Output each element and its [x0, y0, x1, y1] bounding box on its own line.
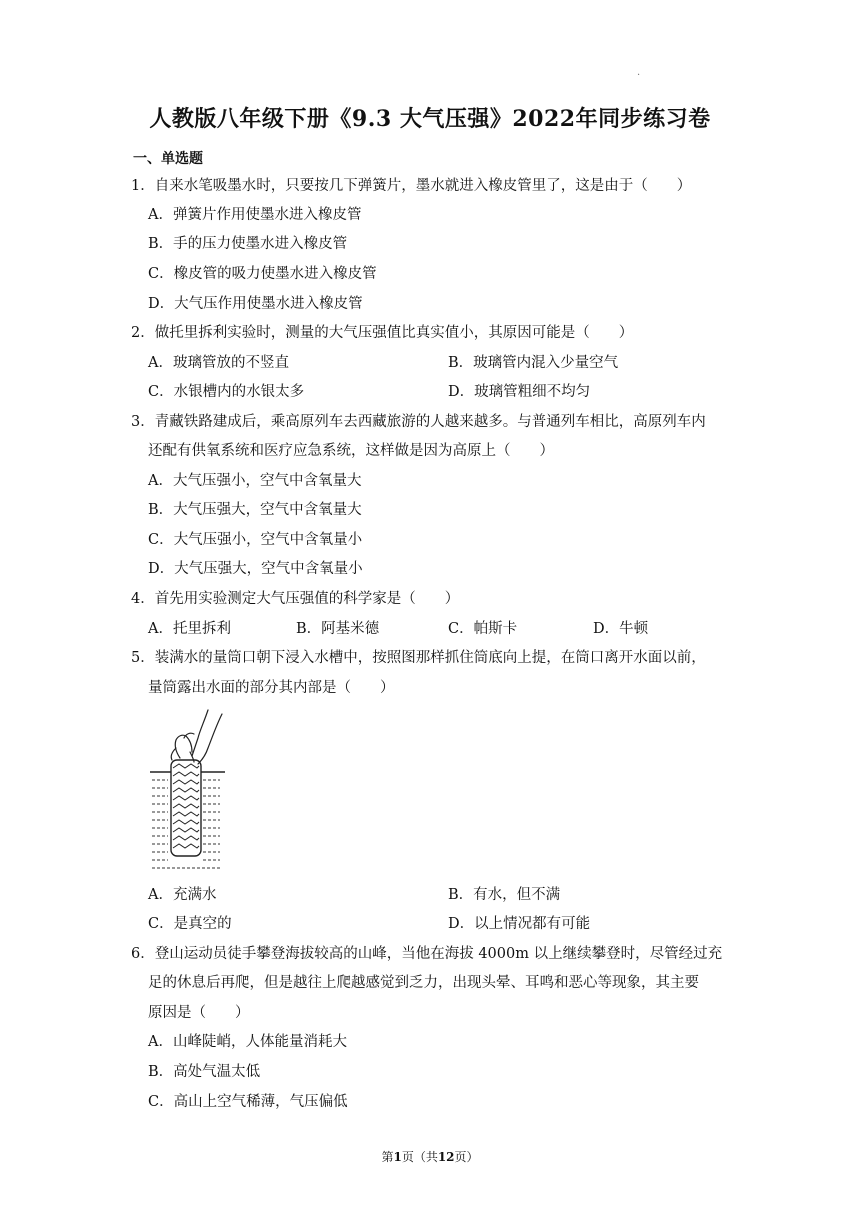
question-4-option-c: C．帕斯卡 [448, 621, 518, 637]
question-3-option-a: A．大气压强小，空气中含氧量大 [148, 473, 362, 489]
question-6-stem-line-1: 6．登山运动员徒手攀登海拔较高的山峰，当他在海拔 4000m 以上继续攀登时，尽管经过充 [131, 946, 723, 962]
question-4-option-b: B．阿基米德 [296, 621, 380, 637]
question-4-option-d: D．牛顿 [593, 621, 649, 637]
question-2-option-c: C．水银槽内的水银太多 [148, 384, 305, 400]
footer-total-pages: 12 [437, 1150, 455, 1164]
question-3-option-c: C．大气压强小，空气中含氧量小 [148, 532, 363, 548]
question-6-option-a: A．山峰陡峭，人体能量消耗大 [148, 1034, 347, 1050]
footer-middle: 页（共 [401, 1150, 438, 1164]
question-5-stem-line-2: 量筒露出水面的部分其内部是（ ） [148, 680, 395, 696]
question-3-option-d: D．大气压强大，空气中含氧量小 [148, 561, 363, 577]
question-1-stem: 1．自来水笔吸墨水时，只要按几下弹簧片，墨水就进入橡皮管里了，这是由于（ ） [131, 178, 692, 194]
footer-suffix: 页） [454, 1150, 479, 1164]
question-3-stem-line-2: 还配有供氧系统和医疗应急系统，这样做是因为高原上（ ） [148, 443, 554, 459]
question-2-option-b: B．玻璃管内混入少量空气 [448, 355, 619, 371]
footer-page-number: 1 [393, 1150, 402, 1164]
cylinder-in-water-figure [150, 708, 225, 876]
footer-prefix: 第 [381, 1150, 394, 1164]
question-5-option-a: A．充满水 [148, 887, 217, 903]
question-1-option-c: C．橡皮管的吸力使墨水进入橡皮管 [148, 266, 377, 282]
question-4-stem: 4．首先用实验测定大气压强值的科学家是（ ） [131, 591, 460, 607]
question-1-option-b: B．手的压力使墨水进入橡皮管 [148, 236, 348, 252]
section-heading: 一、单选题 [133, 151, 203, 167]
question-6-stem-line-2: 足的休息后再爬，但是越往上爬越感觉到乏力，出现头晕、耳鸣和恶心等现象，其主要 [148, 975, 699, 991]
question-2-option-a: A．玻璃管放的不竖直 [148, 355, 289, 371]
question-4-option-a: A．托里拆利 [148, 621, 231, 637]
question-2-option-d: D．玻璃管粗细不均匀 [448, 384, 591, 400]
question-6-option-b: B．高处气温太低 [148, 1064, 261, 1080]
question-3-stem-line-1: 3．青藏铁路建成后，乘高原列车去西藏旅游的人越来越多。与普通列车相比，高原列车内 [131, 414, 706, 430]
question-3-option-b: B．大气压强大，空气中含氧量大 [148, 502, 362, 518]
question-5-option-c: C．是真空的 [148, 916, 232, 932]
question-6-option-c: C．高山上空气稀薄，气压偏低 [148, 1094, 348, 1110]
page-title: 人教版八年级下册《9.3 大气压强》2022年同步练习卷 [149, 106, 711, 132]
page-footer [0, 1148, 860, 1165]
question-1-option-a: A．弹簧片作用使墨水进入橡皮管 [148, 207, 362, 223]
question-5-stem-line-1: 5．装满水的量筒口朝下浸入水槽中，按照图那样抓住筒底向上提，在筒口离开水面以前， [131, 650, 706, 666]
question-5-option-d: D．以上情况都有可能 [448, 916, 591, 932]
question-2-stem: 2．做托里拆利实验时，测量的大气压强值比真实值小，其原因可能是（ ） [131, 325, 634, 341]
question-5-option-b: B．有水，但不满 [448, 887, 561, 903]
question-6-stem-line-3: 原因是（ ） [148, 1005, 250, 1021]
page-dot: · [637, 70, 641, 81]
question-1-option-d: D．大气压作用使墨水进入橡皮管 [148, 296, 363, 312]
